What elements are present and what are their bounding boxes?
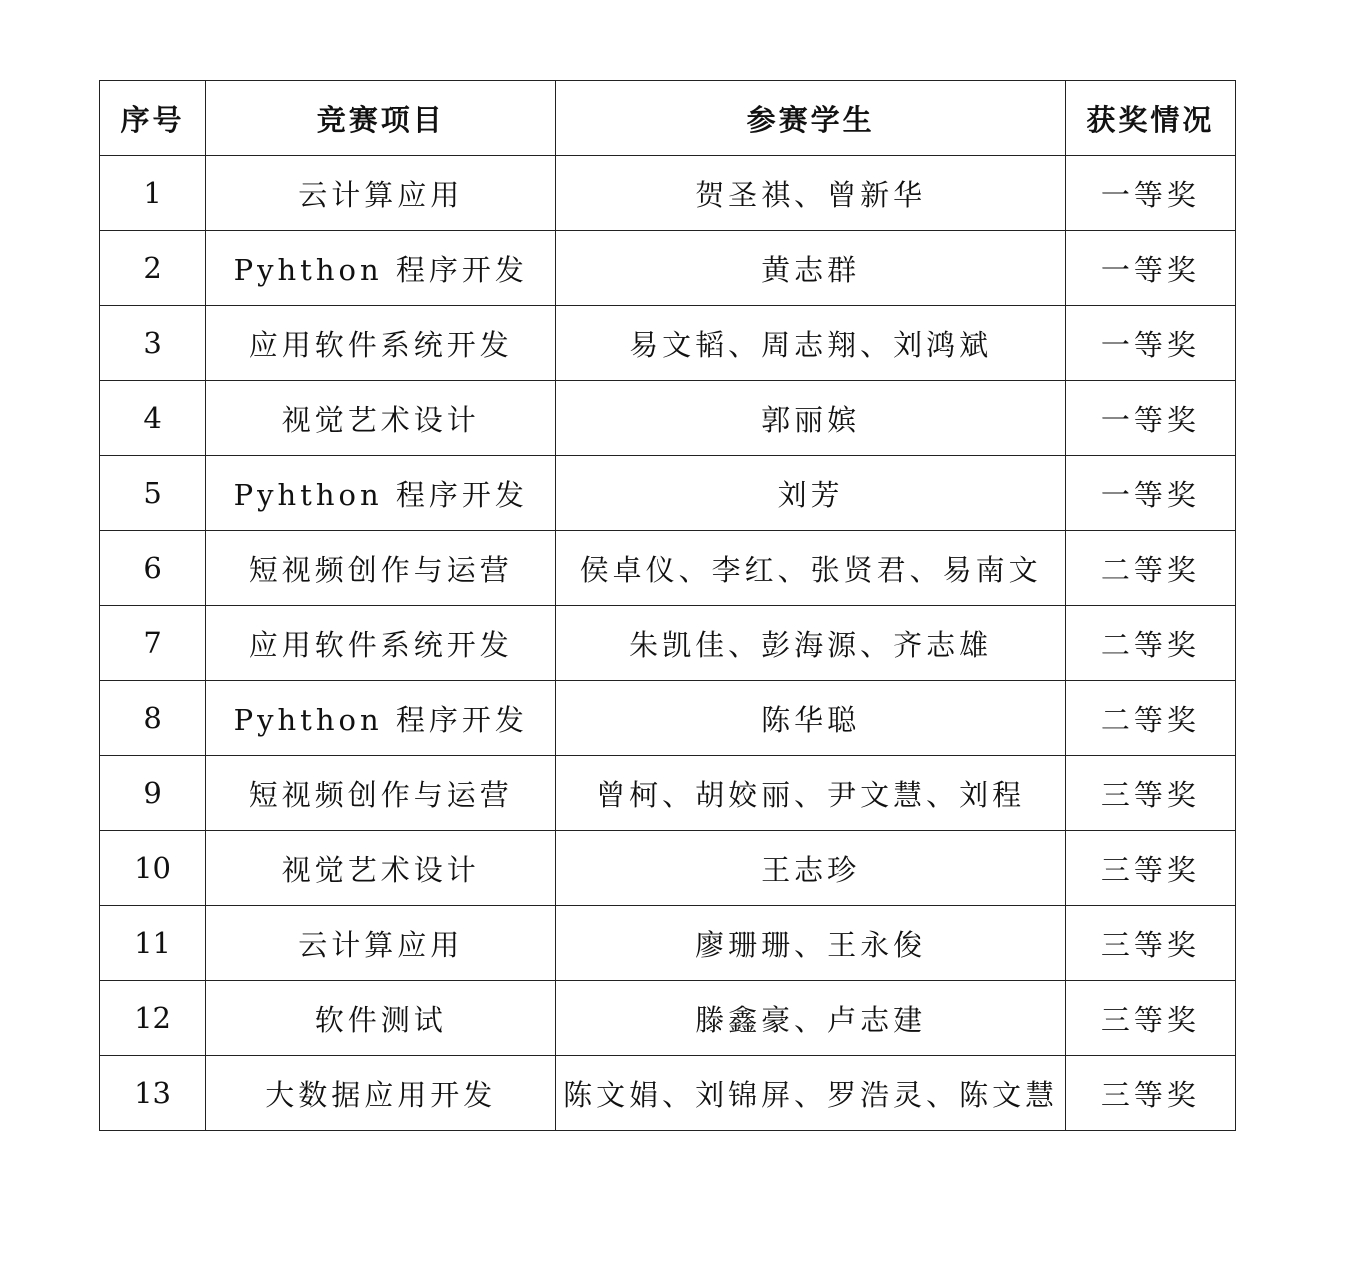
- cell-award: 三等奖: [1065, 831, 1235, 906]
- cell-award: 二等奖: [1065, 531, 1235, 606]
- cell-students: 王志珍: [556, 831, 1065, 906]
- table-row: [100, 606, 1236, 681]
- cell-event: Pyhthon 程序开发: [206, 231, 556, 306]
- cell-event: 应用软件系统开发: [206, 606, 556, 681]
- header-index: 序号: [100, 81, 206, 156]
- table-row: [100, 681, 1236, 756]
- cell-index: 12: [100, 981, 206, 1056]
- cell-event: 云计算应用: [206, 906, 556, 981]
- cell-event: Pyhthon 程序开发: [206, 681, 556, 756]
- table-row: [100, 306, 1236, 381]
- cell-index: 7: [100, 606, 206, 681]
- table-header-row: [100, 81, 1236, 156]
- table-row: [100, 756, 1236, 831]
- cell-award: 三等奖: [1065, 906, 1235, 981]
- cell-index: 2: [100, 231, 206, 306]
- cell-award: 一等奖: [1065, 231, 1235, 306]
- cell-index: 11: [100, 906, 206, 981]
- cell-students: 郭丽嫔: [556, 381, 1065, 456]
- cell-award: 一等奖: [1065, 456, 1235, 531]
- cell-award: 一等奖: [1065, 306, 1235, 381]
- cell-students: 刘芳: [556, 456, 1065, 531]
- cell-students: 曾柯、胡姣丽、尹文慧、刘程: [556, 756, 1065, 831]
- cell-index: 9: [100, 756, 206, 831]
- cell-students: 廖珊珊、王永俊: [556, 906, 1065, 981]
- header-students: 参赛学生: [556, 81, 1065, 156]
- cell-award: 一等奖: [1065, 381, 1235, 456]
- cell-award: 三等奖: [1065, 1056, 1235, 1131]
- cell-students: 侯卓仪、李红、张贤君、易南文: [556, 531, 1065, 606]
- table-row: [100, 456, 1236, 531]
- table-row: [100, 1056, 1236, 1131]
- cell-students: 朱凯佳、彭海源、齐志雄: [556, 606, 1065, 681]
- cell-award: 一等奖: [1065, 156, 1235, 231]
- table-row: [100, 906, 1236, 981]
- table-row: [100, 831, 1236, 906]
- cell-students: 陈华聪: [556, 681, 1065, 756]
- cell-index: 5: [100, 456, 206, 531]
- cell-award: 三等奖: [1065, 981, 1235, 1056]
- cell-students: 贺圣祺、曾新华: [556, 156, 1065, 231]
- cell-index: 13: [100, 1056, 206, 1131]
- cell-event: 视觉艺术设计: [206, 831, 556, 906]
- table-row: [100, 156, 1236, 231]
- cell-event: 软件测试: [206, 981, 556, 1056]
- table-row: [100, 531, 1236, 606]
- cell-index: 1: [100, 156, 206, 231]
- cell-event: 大数据应用开发: [206, 1056, 556, 1131]
- cell-award: 三等奖: [1065, 756, 1235, 831]
- header-event: 竞赛项目: [206, 81, 556, 156]
- table-row: [100, 981, 1236, 1056]
- header-award: 获奖情况: [1065, 81, 1235, 156]
- table-row: [100, 381, 1236, 456]
- cell-event: 视觉艺术设计: [206, 381, 556, 456]
- cell-students: 滕鑫豪、卢志建: [556, 981, 1065, 1056]
- cell-students: 黄志群: [556, 231, 1065, 306]
- cell-event: 短视频创作与运营: [206, 531, 556, 606]
- cell-index: 10: [100, 831, 206, 906]
- cell-event: 短视频创作与运营: [206, 756, 556, 831]
- cell-students: 易文韬、周志翔、刘鸿斌: [556, 306, 1065, 381]
- cell-index: 4: [100, 381, 206, 456]
- cell-event: 云计算应用: [206, 156, 556, 231]
- table-row: [100, 231, 1236, 306]
- award-table: [99, 80, 1236, 1131]
- cell-award: 二等奖: [1065, 681, 1235, 756]
- cell-index: 8: [100, 681, 206, 756]
- table-body: [100, 156, 1236, 1131]
- cell-index: 6: [100, 531, 206, 606]
- cell-award: 二等奖: [1065, 606, 1235, 681]
- cell-event: Pyhthon 程序开发: [206, 456, 556, 531]
- cell-students: 陈文娟、刘锦屏、罗浩灵、陈文慧: [556, 1056, 1065, 1131]
- cell-index: 3: [100, 306, 206, 381]
- cell-event: 应用软件系统开发: [206, 306, 556, 381]
